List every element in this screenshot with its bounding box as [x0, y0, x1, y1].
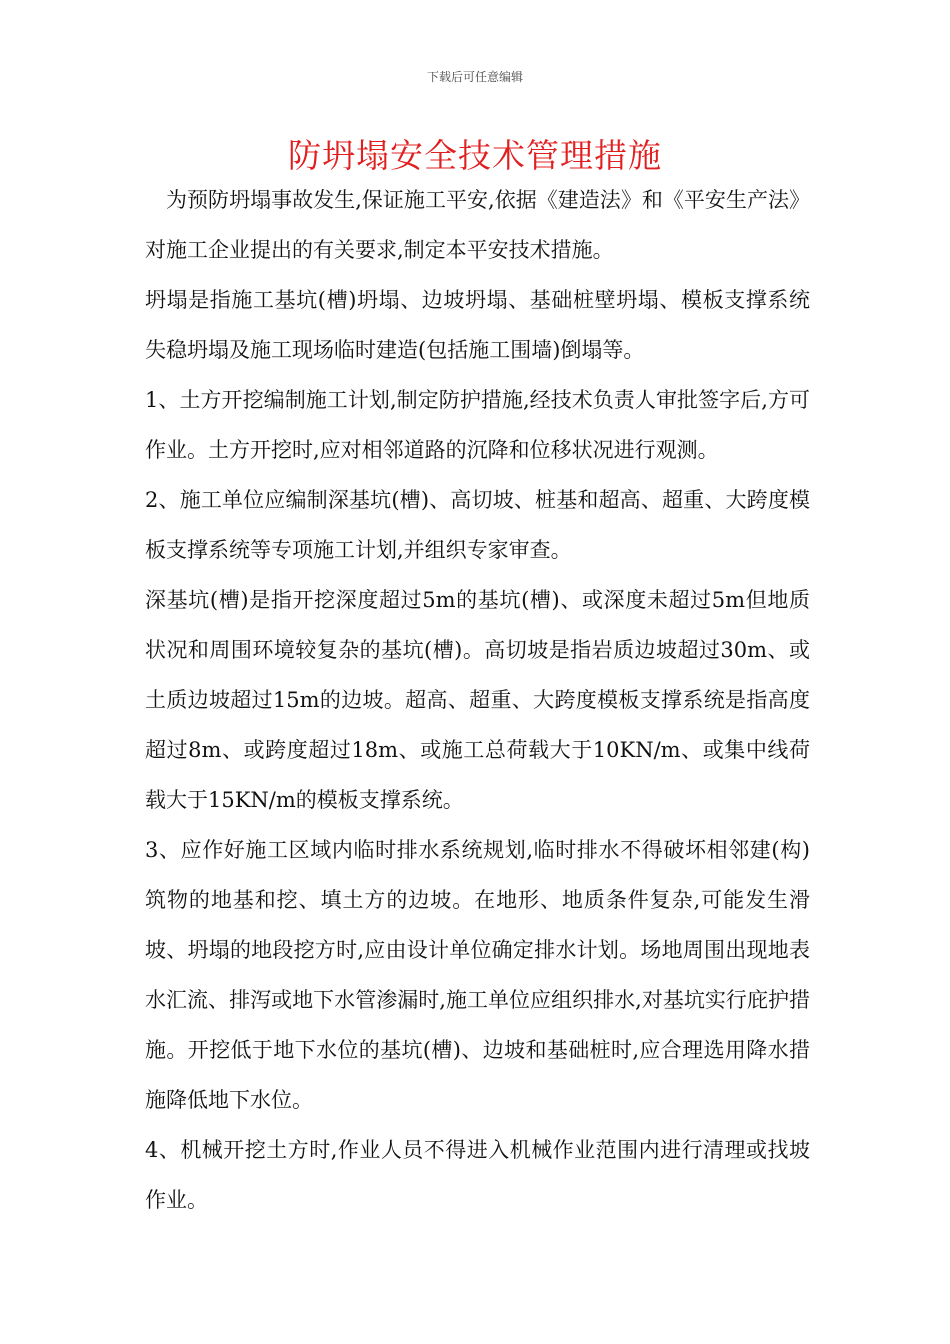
paragraph-item-1: 1、土方开挖编制施工计划,制定防护措施,经技术负责人审批签字后,方可作业。土方开挖时,应对相邻道路的沉降和位移状况进行观测。: [145, 388, 810, 462]
paragraph-item-3: 3、应作好施工区域内临时排水系统规划,临时排水不得破坏相邻建(构)筑物的地基和挖、填土方的边坡。在地形、地质条件复杂,可能发生滑坡、坍塌的地段挖方时,应由设计单位确定排水计划。场地周围出现地表水汇流、排泻或地下水管渗漏时,施工单位应组织排水,对基坑实行庇护措施。开挖低于地下水位的基坑(槽)、边坡和基础桩时,应合理选用降水措施降低地下水位。: [145, 838, 810, 1112]
document-body: [145, 175, 810, 1225]
paragraph-intro: 为预防坍塌事故发生,保证施工平安,依据《建造法》和《平安生产法》对施工企业提出的有关要求,制定本平安技术措施。: [145, 188, 810, 262]
paragraph-item-4: 4、机械开挖土方时,作业人员不得进入机械作业范围内进行清理或找坡作业。: [145, 1138, 810, 1212]
paragraph-item-2: 2、施工单位应编制深基坑(槽)、高切坡、桩基和超高、超重、大跨度模板支撑系统等专项施工计划,并组织专家审查。: [145, 488, 810, 562]
paragraph-definition: 坍塌是指施工基坑(槽)坍塌、边坡坍塌、基础桩壁坍塌、模板支撑系统失稳坍塌及施工现场临时建造(包括施工围墙)倒塌等。: [145, 288, 810, 362]
paragraph-deep-pit-definition: 深基坑(槽)是指开挖深度超过5m的基坑(槽)、或深度未超过5m但地质状况和周围环境较复杂的基坑(槽)。高切坡是指岩质边坡超过30m、或土质边坡超过15m的边坡。超高、超重、大跨度模板支撑系统是指高度超过8m、或跨度超过18m、或施工总荷载大于10KN/m、或集中线荷载大于15KN/m的模板支撑系统。: [145, 588, 810, 812]
header-note: 下载后可任意编辑: [426, 70, 523, 84]
document-title: 防坍塌安全技术管理措施: [288, 136, 662, 175]
